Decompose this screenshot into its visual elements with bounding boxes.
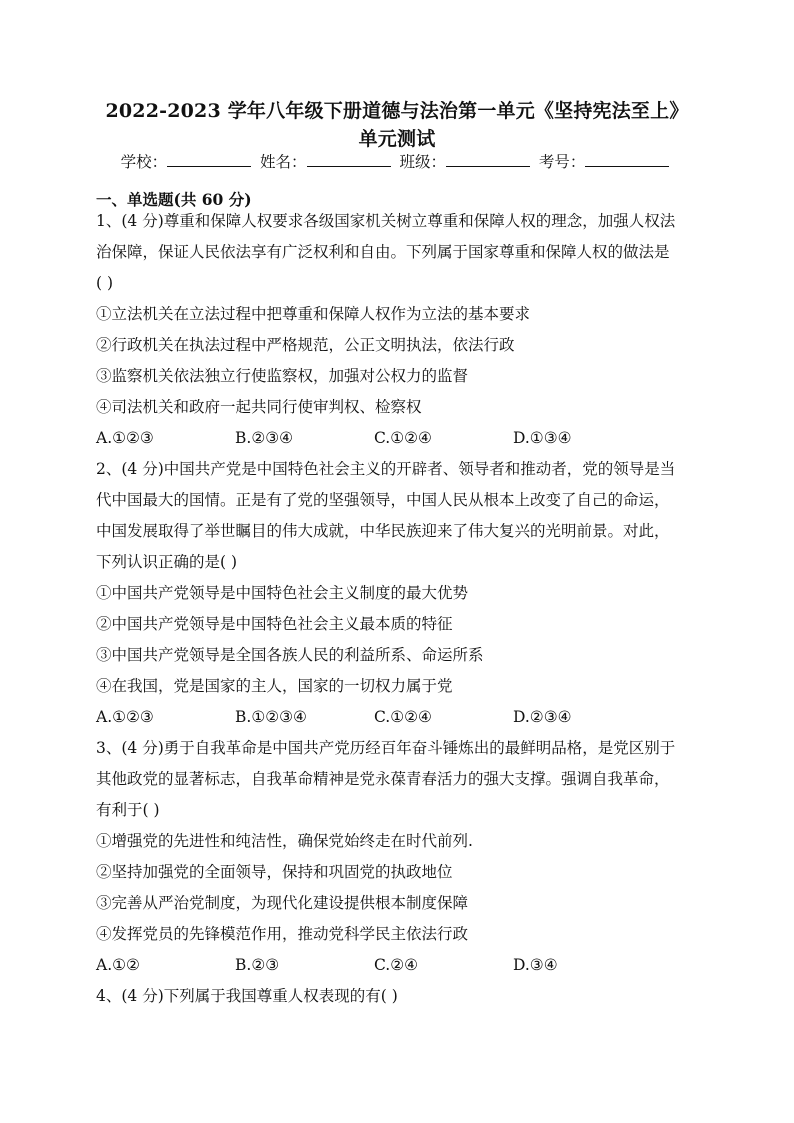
question-text-line: 中国发展取得了举世瞩目的伟大成就，中华民族迎来了伟大复兴的光明前景。对此， — [96, 522, 670, 540]
statement: ④在我国，党是国家的主人，国家的一切权力属于党 — [96, 677, 453, 695]
question-text-line: 3、(4 分)勇于自我革命是中国共产党历经百年奋斗锤炼出的最鲜明品格，是党区别于 — [96, 739, 676, 757]
school-blank[interactable] — [167, 152, 251, 167]
choice-b[interactable]: B.②③ — [235, 956, 280, 974]
statement: ①立法机关在立法过程中把尊重和保障人权作为立法的基本要求 — [96, 305, 531, 323]
choice-d[interactable]: D.①③④ — [513, 429, 572, 447]
statement: ③监察机关依法独立行使监察权，加强对公权力的监督 — [96, 367, 469, 385]
statement: ②中国共产党领导是中国特色社会主义最本质的特征 — [96, 615, 453, 633]
choice-b[interactable]: B.①②③④ — [235, 708, 307, 726]
exam-number-label: 考号： — [538, 153, 586, 171]
choice-a[interactable]: A.①②③ — [96, 429, 154, 447]
question-4 — [96, 981, 692, 1012]
name-label: 姓名： — [260, 153, 307, 171]
statement: ②行政机关在执法过程中严格规范，公正文明执法，依法行政 — [96, 336, 515, 354]
questions-container — [96, 206, 692, 1012]
answer-choices — [96, 423, 692, 454]
choice-b[interactable]: B.②③④ — [235, 429, 294, 447]
statement: ③完善从严治党制度，为现代化建设提供根本制度保障 — [96, 894, 469, 912]
student-info-row — [0, 150, 794, 172]
question-text-line: 代中国最大的国情。正是有了党的坚强领导，中国人民从根本上改变了自己的命运， — [96, 491, 670, 509]
choice-d[interactable]: D.②③④ — [513, 708, 572, 726]
question-1 — [96, 206, 692, 454]
answer-choices — [96, 950, 692, 981]
choice-c[interactable]: C.②④ — [374, 956, 419, 974]
choice-d[interactable]: D.③④ — [513, 956, 558, 974]
section-heading: 一、单选题(共 60 分) — [96, 190, 252, 209]
exam-title: 2022-2023 学年八年级下册道德与法治第一单元《坚持宪法至上》 — [105, 100, 689, 122]
question-2 — [96, 454, 692, 733]
class-blank[interactable] — [446, 152, 530, 167]
choice-c[interactable]: C.①②④ — [374, 429, 432, 447]
choice-a[interactable]: A.①② — [96, 956, 140, 974]
question-text-line: 1、(4 分)尊重和保障人权要求各级国家机关树立尊重和保障人权的理念，加强人权法 — [96, 212, 676, 230]
question-text-line: 其他政党的显著标志，自我革命精神是党永葆青春活力的强大支撑。强调自我革命， — [96, 770, 670, 788]
statement: ③中国共产党领导是全国各族人民的利益所系、命运所系 — [96, 646, 484, 664]
choice-a[interactable]: A.①②③ — [96, 708, 154, 726]
statement: ④发挥党员的先锋模范作用，推动党科学民主依法行政 — [96, 925, 469, 943]
question-text-line: 下列认识正确的是( ) — [96, 553, 238, 571]
statement: ②坚持加强党的全面领导，保持和巩固党的执政地位 — [96, 863, 453, 881]
question-text-line: 4、(4 分)下列属于我国尊重人权表现的有( ) — [96, 987, 398, 1005]
question-text-line: ( ) — [96, 274, 114, 292]
statement: ①中国共产党领导是中国特色社会主义制度的最大优势 — [96, 584, 469, 602]
class-label: 班级： — [399, 153, 446, 171]
name-blank[interactable] — [307, 152, 391, 167]
question-3 — [96, 733, 692, 981]
question-text-line: 有利于( ) — [96, 801, 160, 819]
school-label: 学校： — [120, 153, 168, 171]
question-text-line: 治保障，保证人民依法享有广泛权利和自由。下列属于国家尊重和保障人权的做法是 — [96, 243, 670, 261]
statement: ④司法机关和政府一起共同行使审判权、检察权 — [96, 398, 422, 416]
exam-number-blank[interactable] — [585, 152, 669, 167]
exam-subtitle: 单元测试 — [358, 128, 436, 150]
choice-c[interactable]: C.①②④ — [374, 708, 432, 726]
question-text-line: 2、(4 分)中国共产党是中国特色社会主义的开辟者、领导者和推动者，党的领导是当 — [96, 460, 676, 478]
answer-choices — [96, 702, 692, 733]
statement: ①增强党的先进性和纯洁性，确保党始终走在时代前列. — [96, 832, 473, 850]
